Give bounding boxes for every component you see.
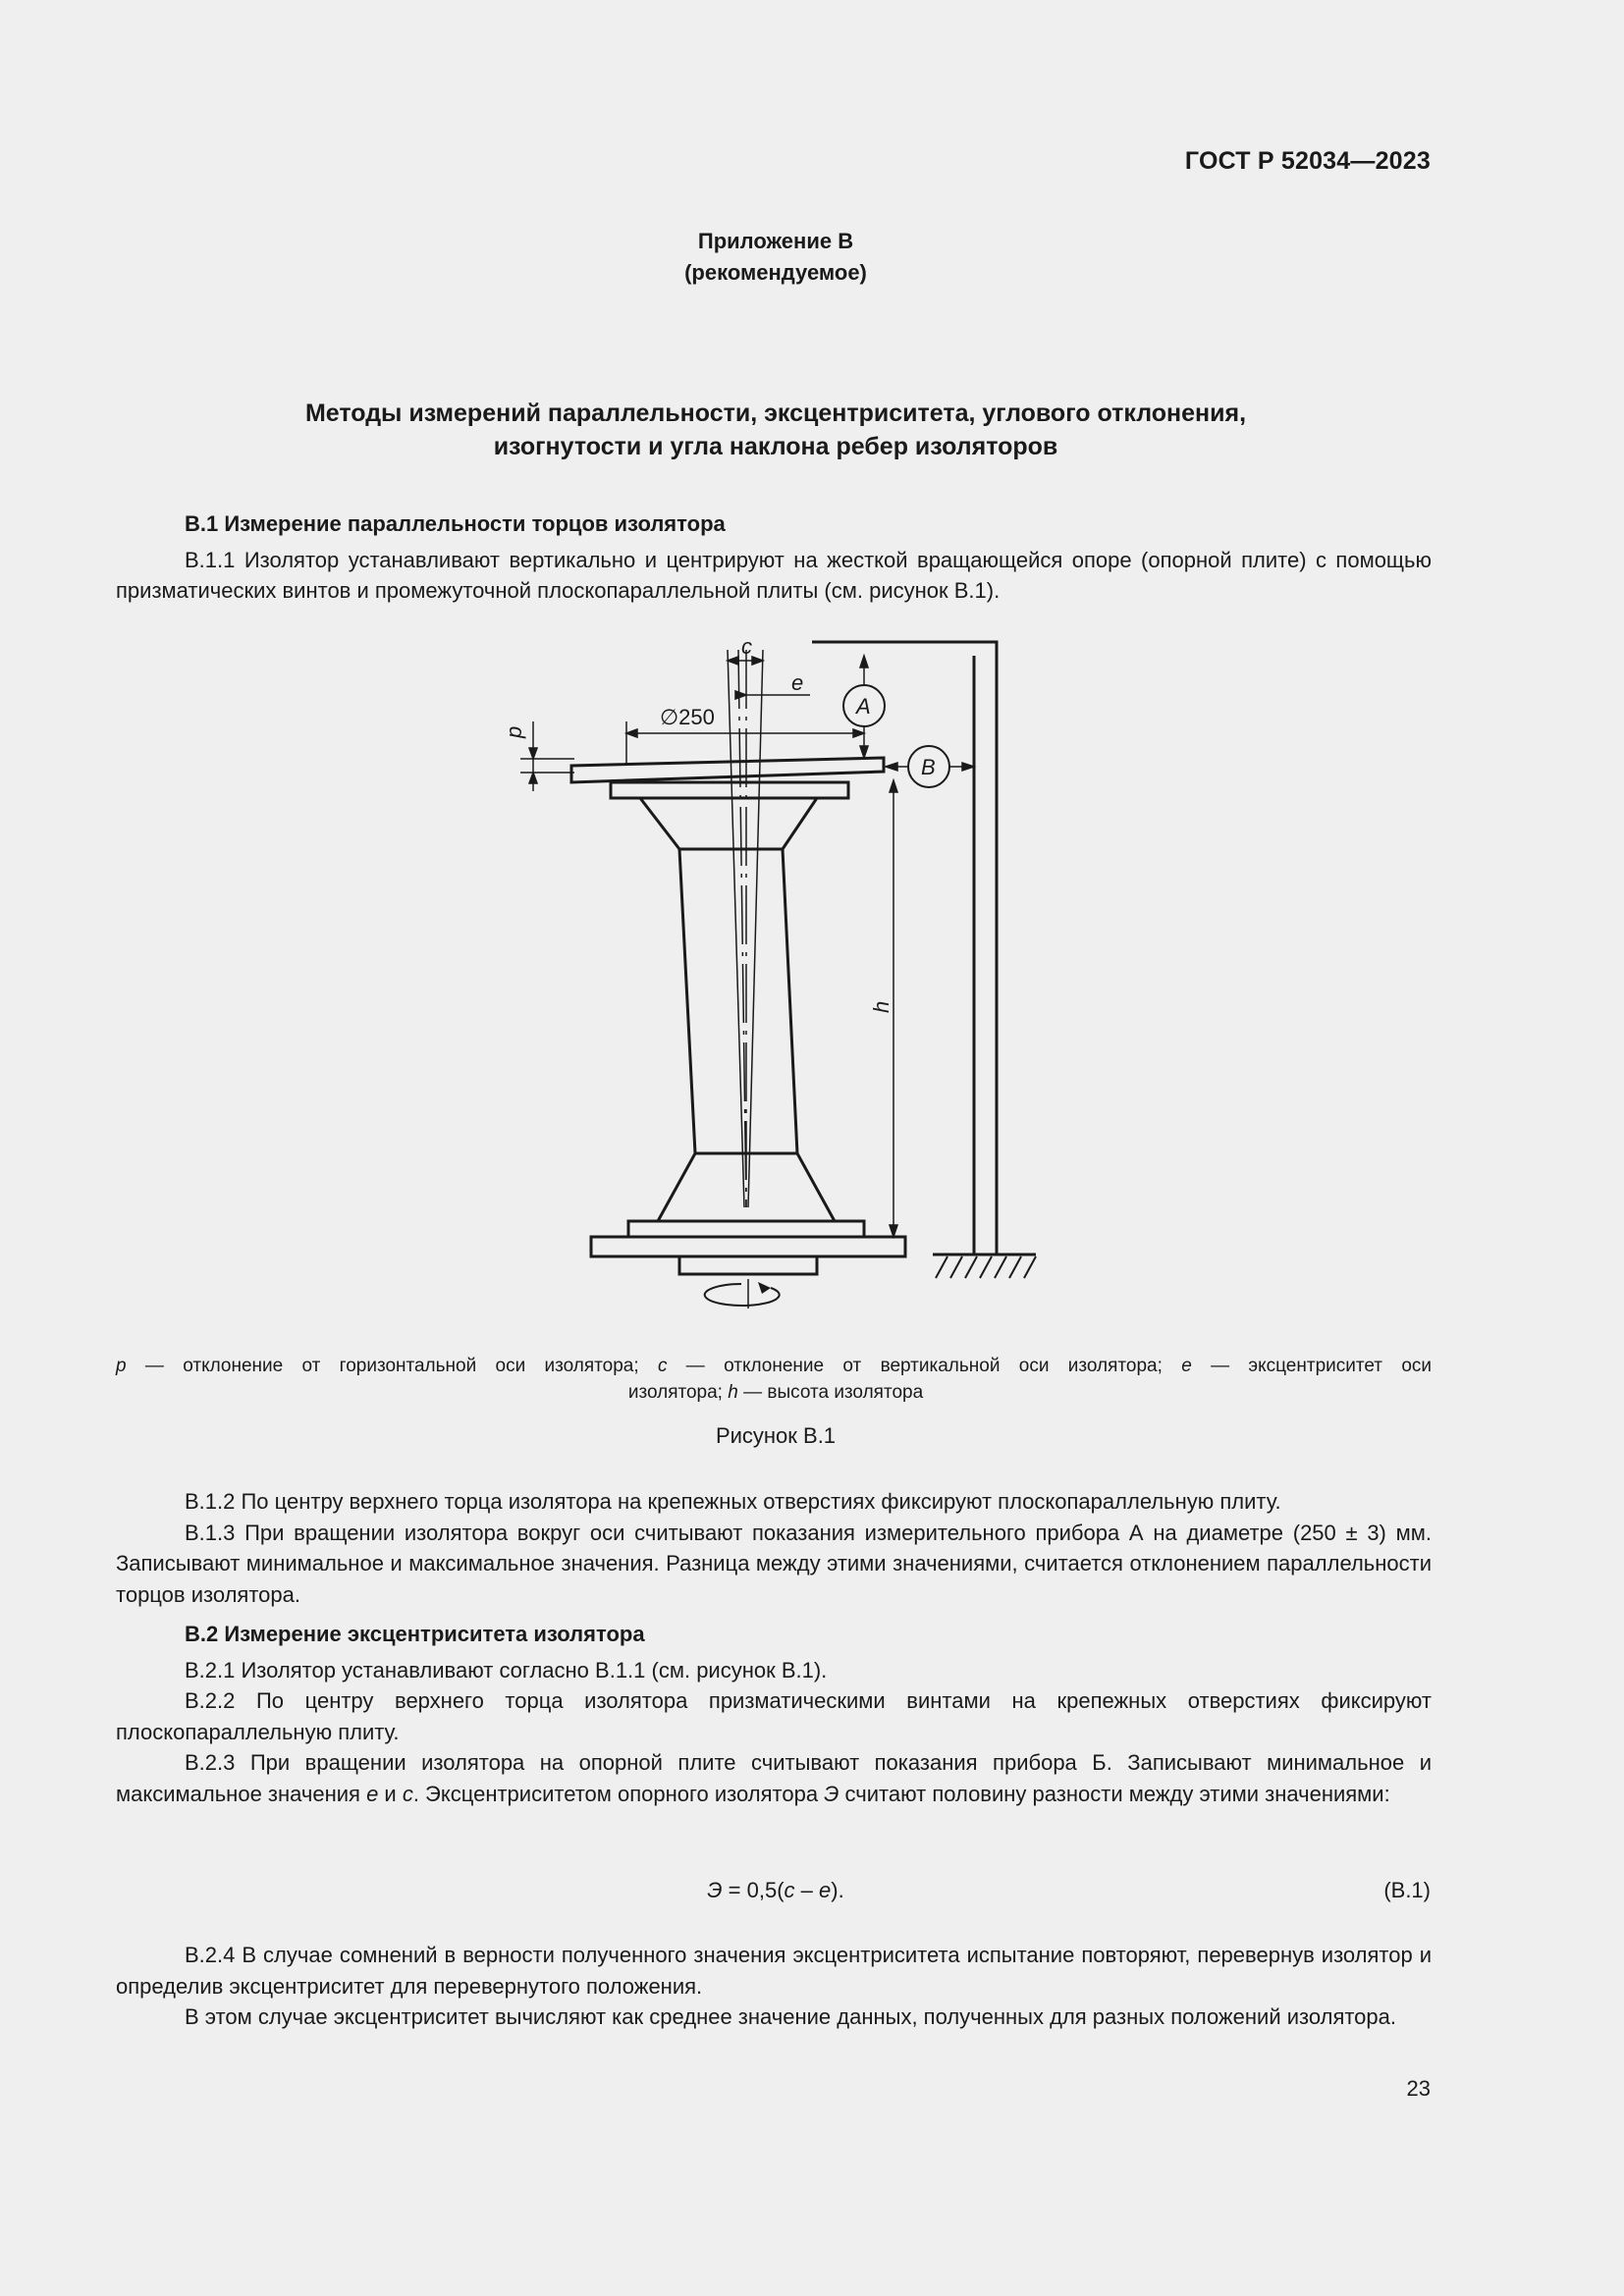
support-plate (591, 1237, 905, 1256)
paragraph-b2-3: В.2.3 При вращении изолятора на опорной плите считывают показания прибора Б. Записывают минимальное и максимальное значения e и c. Эксцентриситетом опорного изолятора Э считают половину разности между этими значениями: (116, 1750, 1432, 1806)
paragraph-b2-4: В.2.4 В случае сомнений в верности полученного значения эксцентриситета испытание повторяют, перевернув изолятор и определив эксцентриситет для перевернутого положения. (116, 1943, 1432, 1999)
rotating-base (679, 1256, 817, 1274)
label-b: B (921, 755, 936, 779)
standard-code: ГОСТ Р 52034—2023 (1184, 147, 1431, 175)
paragraph-b1-2: В.1.2 По центру верхнего торца изолятора на крепежных отверстиях фиксируют плоскопараллельную плиту. (185, 1489, 1281, 1514)
label-diameter: ∅250 (660, 705, 715, 729)
figure-title: Рисунок В.1 (715, 1423, 837, 1448)
formula-number: (В.1) (1383, 1878, 1431, 1902)
appendix-status: (рекомендуемое) (684, 260, 867, 285)
label-p: p (502, 725, 526, 738)
section-1-heading: В.1 Измерение параллельности торцов изолятора (185, 511, 726, 536)
formula-b1: Э = 0,5(c – e). (707, 1878, 844, 1902)
main-title-line1: Методы измерений параллельности, эксцентриситета, углового отклонения, (304, 400, 1247, 427)
section-2-continued (116, 1940, 1432, 2033)
upper-cone (640, 798, 817, 849)
label-a: A (856, 694, 871, 719)
section-1-continued (116, 1486, 1432, 1809)
paragraph-b2-5: В этом случае эксцентриситет вычисляют как среднее значение данных, полученных для разных положений изолятора. (185, 2004, 1396, 2029)
figure-legend-line2: изолятора; h — высота изолятора (627, 1382, 924, 1403)
main-title-line2: изогнутости и угла наклона ребер изоляторов (493, 433, 1058, 460)
paragraph-b2-2: В.2.2 По центру верхнего торца изолятора призматическими винтами на крепежных отверстиях фиксируют плоскопараллельную плиту. (116, 1688, 1432, 1744)
label-e: e (791, 670, 804, 695)
appendix-title: Приложение В (697, 229, 854, 253)
paragraph-b1-3: В.1.3 При вращении изолятора вокруг оси считывают показания измерительного прибора А на диаметре (250 ± 3) мм. Записывают минимальное и максимальное значения. Разница между этими значениями, считается отклонением параллельности торцов изолятора. (116, 1520, 1432, 1607)
label-h: h (869, 1000, 893, 1013)
parallel-plate (571, 758, 884, 782)
lower-flange (628, 1221, 864, 1237)
page-number: 23 (1406, 2076, 1431, 2101)
upper-flange (611, 782, 848, 798)
paragraph-b2-1: В.2.1 Изолятор устанавливают согласно В.1.1 (см. рисунок В.1). (185, 1657, 828, 1682)
paragraph-b1-1: В.1.1 Изолятор устанавливают вертикально и центрируют на жесткой вращающейся опоре (опорной плите) с помощью призматических винтов и промежуточной плоскопараллельной плиты (см. рисунок В.1). (116, 547, 1432, 603)
section-2-heading: В.2 Измерение эксцентриситета изолятора (185, 1622, 645, 1646)
label-c: c (741, 634, 752, 659)
figure-legend: p — отклонение от горизонтальной оси изолятора; c — отклонение от вертикальной оси изолятора; e — эксцентриситет оси (116, 1356, 1432, 1376)
